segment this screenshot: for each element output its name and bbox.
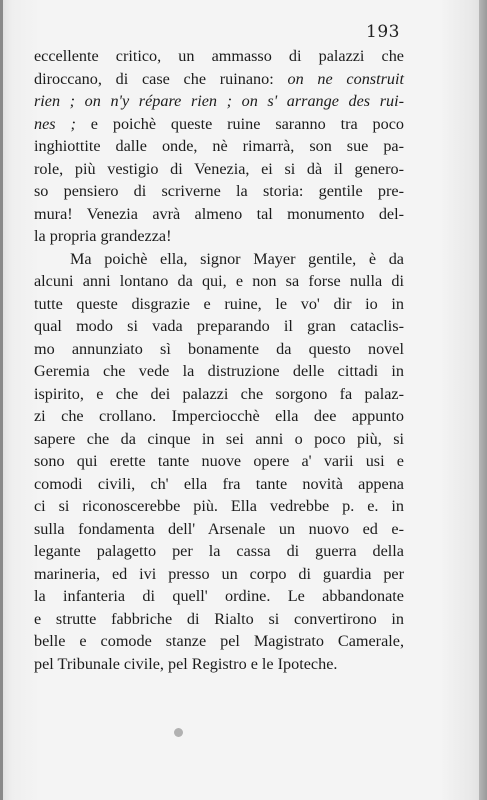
- text-line: la infanteria di quell' ordine. Le abbandonate: [34, 587, 404, 605]
- text-line: alcuni anni lontano da qui, e non sa forse nulla di: [34, 272, 404, 290]
- text-line: so pensiero di scriverne la storia: gentile pre-: [34, 182, 404, 200]
- text-line: tutte queste disgrazie e ruine, le vo' dir io in: [34, 294, 404, 313]
- text-line: Geremia che vede la distruzione delle cittadi in: [34, 362, 404, 380]
- body-text: [34, 45, 404, 675]
- text-line: belle e comode stanze pel Magistrato Camerale,: [34, 632, 404, 650]
- text-line: rien ; on n'y répare rien ; on s' arrange des rui-: [34, 92, 404, 110]
- text-line: inghiottite dalle onde, nè rimarrà, son sue pa-: [34, 137, 404, 155]
- text-line: eccellente critico, un ammasso di palazzi che: [34, 47, 404, 65]
- text-line: comodi civili, ch' ella fra tante novità appena: [34, 474, 404, 493]
- text-line: marineria, ed ivi presso un corpo di guardia per: [34, 564, 404, 583]
- text-line: Ma poichè ella, signor Mayer gentile, è da: [70, 249, 404, 268]
- text-line: mo annunziato sì bonamente da questo novel: [34, 339, 404, 358]
- text-line: zi che crollano. Imperciocchè ella dee appunto: [34, 407, 404, 425]
- text-line: la propria grandezza!: [34, 227, 172, 245]
- text-line: sono qui erette tante nuove opere a' varii usi e: [34, 452, 404, 470]
- text-line: diroccano, di case che ruinano: on ne construit: [34, 69, 404, 88]
- ink-blot: [174, 728, 183, 737]
- page-left-edge: [0, 0, 3, 800]
- text-line: sulla fondamenta dell' Arsenale un nuovo ed e-: [34, 519, 404, 538]
- text-line: e strutte fabbriche di Rialto si convertirono in: [34, 609, 404, 628]
- text-line: ci si riconoscerebbe più. Ella vedrebbe p. e. in: [34, 497, 404, 515]
- page-right-edge: [479, 0, 487, 800]
- text-line: pel Tribunale civile, pel Registro e le Ipoteche.: [34, 654, 338, 673]
- page-number: 193: [366, 22, 400, 42]
- text-line: role, più vestigio di Venezia, ei si dà il genero-: [34, 159, 404, 178]
- text-line: nes ; e poichè queste ruine saranno tra poco: [34, 114, 405, 133]
- text-line: legante palagetto per la cassa di guerra della: [34, 542, 404, 560]
- text-line: mura! Venezia avrà almeno tal monumento del-: [34, 204, 404, 223]
- text-line: qual modo si vada preparando il gran cataclis-: [34, 317, 404, 335]
- text-line: ispirito, e che dei palazzi che sorgono fa palaz-: [34, 384, 404, 403]
- text-line: sapere che da cinque in sei anni o poco più, si: [34, 429, 404, 448]
